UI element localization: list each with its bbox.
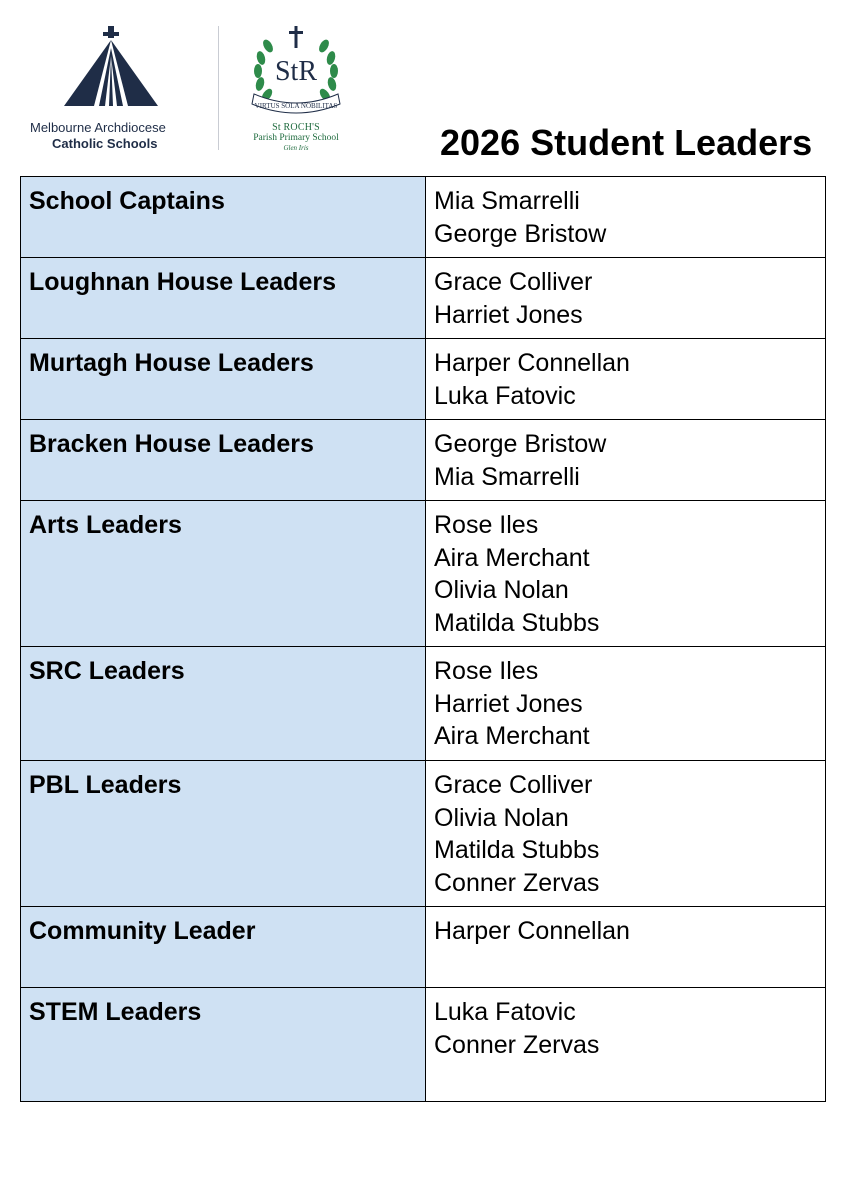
- role-cell: STEM Leaders: [21, 988, 426, 1102]
- leader-name: Harriet Jones: [434, 300, 583, 329]
- table-row: [21, 988, 826, 1102]
- role-cell: Loughnan House Leaders: [21, 258, 426, 339]
- table-row: [21, 501, 826, 647]
- role-cell: Bracken House Leaders: [21, 420, 426, 501]
- leader-name: Matilda Stubbs: [434, 608, 600, 637]
- table-row: [21, 177, 826, 258]
- archdiocese-emblem-icon: [61, 26, 161, 108]
- page-title: 2026 Student Leaders: [440, 122, 813, 163]
- leader-name: Olivia Nolan: [434, 576, 569, 604]
- archdiocese-name-line1: Melbourne Archdiocese: [30, 120, 166, 135]
- school-motto: VIRTUS SOLA NOBILITAS: [254, 102, 338, 110]
- leader-name: Mia Smarrelli: [434, 462, 580, 491]
- leader-name: Conner Zervas: [434, 1030, 600, 1059]
- table-row: [21, 761, 826, 907]
- table-row: [21, 420, 826, 501]
- table-row: [21, 907, 826, 988]
- school-initials: StR: [274, 56, 318, 87]
- leader-name: Aira Merchant: [434, 722, 590, 750]
- names-cell: [426, 988, 826, 1102]
- role-cell: School Captains: [21, 177, 426, 258]
- names-cell: [426, 420, 826, 501]
- names-cell: [426, 761, 826, 907]
- school-logo: [244, 24, 348, 154]
- leader-name: George Bristow: [434, 219, 607, 248]
- names-cell: [426, 647, 826, 761]
- leader-name: Harriet Jones: [434, 689, 583, 718]
- leader-name: George Bristow: [434, 430, 607, 458]
- role-cell: SRC Leaders: [21, 647, 426, 761]
- leader-name: Luka Fatovic: [434, 998, 576, 1026]
- leader-name: Rose Iles: [434, 511, 539, 539]
- leader-name: Aira Merchant: [434, 543, 590, 572]
- names-cell: [426, 258, 826, 339]
- archdiocese-logo: [30, 26, 195, 156]
- role-cell: Murtagh House Leaders: [21, 339, 426, 420]
- leader-name: Luka Fatovic: [434, 381, 576, 410]
- logo-divider: [218, 26, 219, 150]
- leader-name: Olivia Nolan: [434, 803, 569, 832]
- leader-name: Rose Iles: [434, 657, 539, 685]
- role-cell: Community Leader: [21, 907, 426, 988]
- names-cell: [426, 907, 826, 988]
- leader-name: Mia Smarrelli: [434, 187, 580, 215]
- table-row: [21, 647, 826, 761]
- names-cell: [426, 501, 826, 647]
- school-subtitle: Parish Primary School: [253, 133, 339, 143]
- leaders-table-body: [21, 177, 826, 1102]
- names-cell: [426, 339, 826, 420]
- page-header: [0, 0, 849, 176]
- leader-name: Grace Colliver: [434, 771, 593, 799]
- school-name: St ROCH'S: [272, 122, 320, 133]
- role-cell: PBL Leaders: [21, 761, 426, 907]
- leader-name: Harper Connellan: [434, 349, 630, 377]
- leader-name: Conner Zervas: [434, 868, 600, 897]
- school-location: Glen Iris: [283, 144, 309, 152]
- leader-name: Matilda Stubbs: [434, 836, 600, 864]
- school-crest-icon: [248, 24, 344, 124]
- archdiocese-name-line2: Catholic Schools: [52, 136, 158, 151]
- leader-name: Grace Colliver: [434, 268, 593, 296]
- leader-name: Harper Connellan: [434, 917, 630, 945]
- names-cell: [426, 177, 826, 258]
- table-row: [21, 258, 826, 339]
- leaders-table: [20, 176, 826, 1102]
- table-row: [21, 339, 826, 420]
- role-cell: Arts Leaders: [21, 501, 426, 647]
